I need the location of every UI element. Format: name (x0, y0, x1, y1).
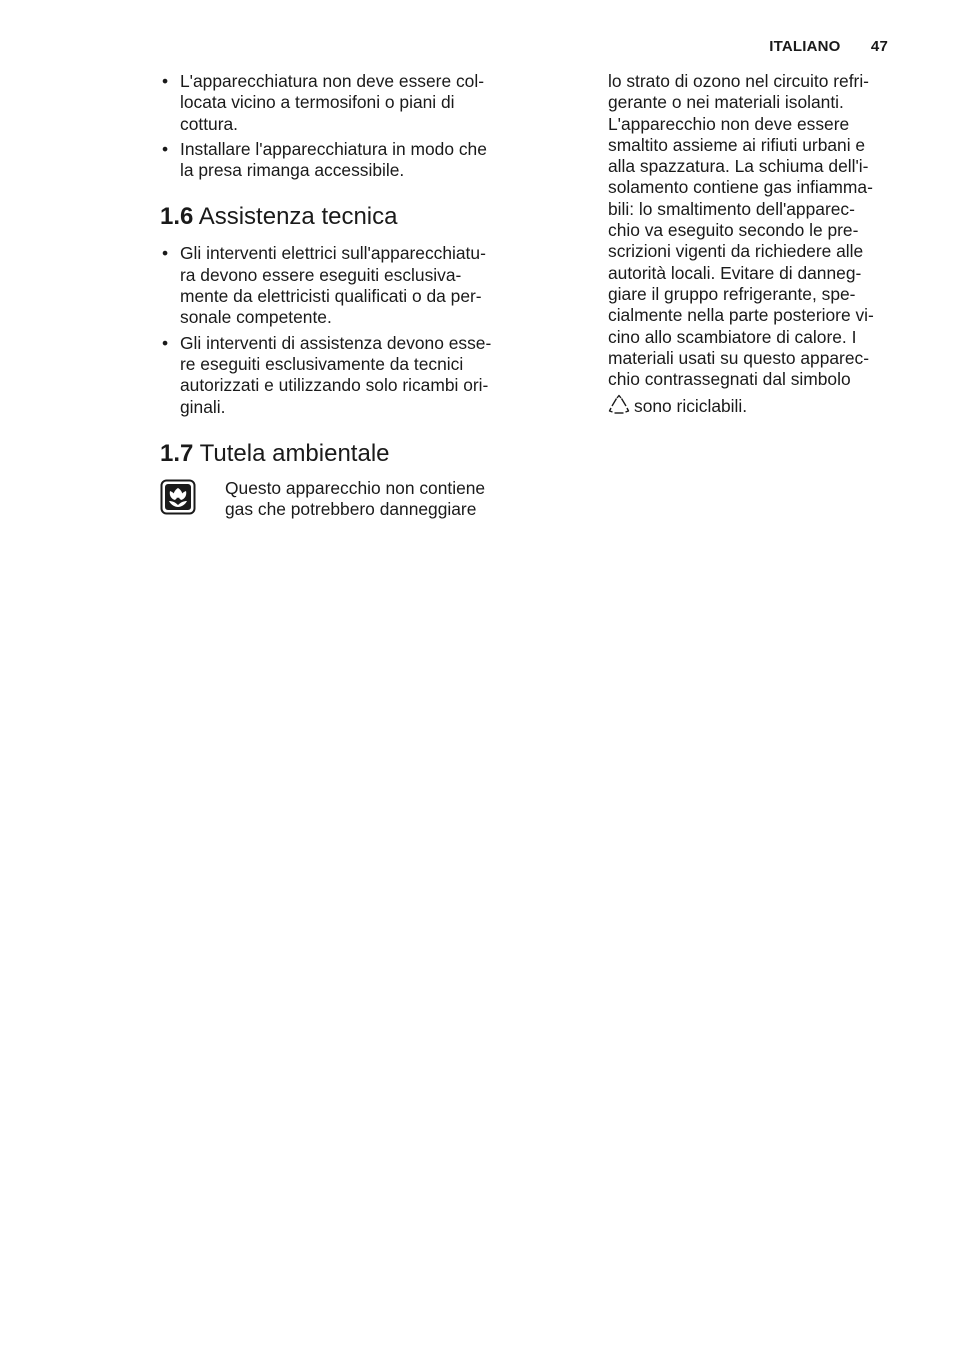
text-line: cottura. (180, 113, 238, 134)
section-number: 1.7 (160, 439, 194, 467)
section-number: 1.6 (160, 203, 194, 231)
text-line: Gli interventi elettrici sull'apparecchiatu- (180, 243, 486, 264)
text-line: Questo apparecchio non contiene (225, 477, 486, 498)
intro-bullet-list (160, 71, 520, 181)
text-line: Installare l'apparecchiatura in modo che (180, 138, 487, 159)
text-line: sonale competente. (180, 307, 332, 328)
text-line: cialmente nella parte posteriore vi- (608, 305, 874, 326)
text-line: gas che potrebbero danneggiare (225, 499, 477, 520)
text-line: gerante o nei materiali isolanti. (608, 92, 844, 113)
text-line: solamento contiene gas infiamma- (608, 177, 873, 198)
left-column (160, 71, 520, 520)
text-line: giare il gruppo refrigerante, spe- (608, 283, 856, 304)
text-line: Gli interventi di assistenza devono esse- (180, 332, 492, 353)
list-item (160, 243, 520, 328)
bullet-icon: • (162, 243, 169, 264)
page-header (769, 38, 888, 55)
section-heading-assistenza (160, 203, 520, 231)
text-line: re eseguiti esclusivamente da tecnici (180, 353, 464, 374)
text-line: materiali usati su questo apparec- (608, 347, 869, 368)
text-line: locata vicino a termosifoni o piani di (180, 92, 455, 113)
text-line: scrizioni vigenti da richiedere alle (608, 241, 864, 262)
text-line: smaltito assieme ai rifiuti urbani e (608, 134, 866, 155)
section-heading-tutela (160, 440, 520, 468)
environment-flower-icon (160, 479, 196, 515)
text-line: cino allo scambiatore di calore. I (608, 326, 857, 347)
section-title: Assistenza tecnica (198, 203, 398, 231)
bullet-icon: • (162, 138, 169, 159)
bullet-icon: • (162, 332, 169, 353)
list-item (160, 139, 520, 182)
text-line: ra devono essere eseguiti esclusiva- (180, 264, 462, 285)
text-line: autorizzati e utilizzando solo ricambi ori- (180, 375, 489, 396)
list-item (160, 333, 520, 418)
section-title: Tutela ambientale (199, 439, 390, 467)
text-line: alla spazzatura. La schiuma dell'i- (608, 156, 869, 177)
text-line: autorità locali. Evitare di danneg- (608, 262, 862, 283)
recycle-icon (608, 394, 630, 416)
bullet-icon: • (162, 71, 169, 91)
text-line: la presa rimanga accessibile. (180, 160, 405, 181)
right-column (608, 71, 900, 418)
text-line: sono riciclabili. (634, 396, 748, 417)
environment-text (225, 478, 485, 521)
text-line: L'apparecchio non deve essere (608, 113, 850, 134)
list-item (160, 71, 520, 135)
environment-note (160, 478, 520, 521)
text-line: ginali. (180, 396, 226, 417)
text-line: chio contrassegnati dal simbolo (608, 369, 851, 390)
assistenza-bullet-list (160, 243, 520, 417)
text-line-with-symbol (608, 394, 900, 417)
text-line: bili: lo smaltimento dell'apparec- (608, 198, 855, 219)
text-line: lo strato di ozono nel circuito refri- (608, 71, 869, 91)
text-line: chio va eseguito secondo le pre- (608, 220, 859, 241)
text-line: L'apparecchiatura non deve essere col- (180, 71, 484, 91)
language-label: ITALIANO (769, 38, 841, 55)
text-line: mente da elettricisti qualificati o da per- (180, 286, 482, 307)
page-number: 47 (870, 38, 888, 55)
